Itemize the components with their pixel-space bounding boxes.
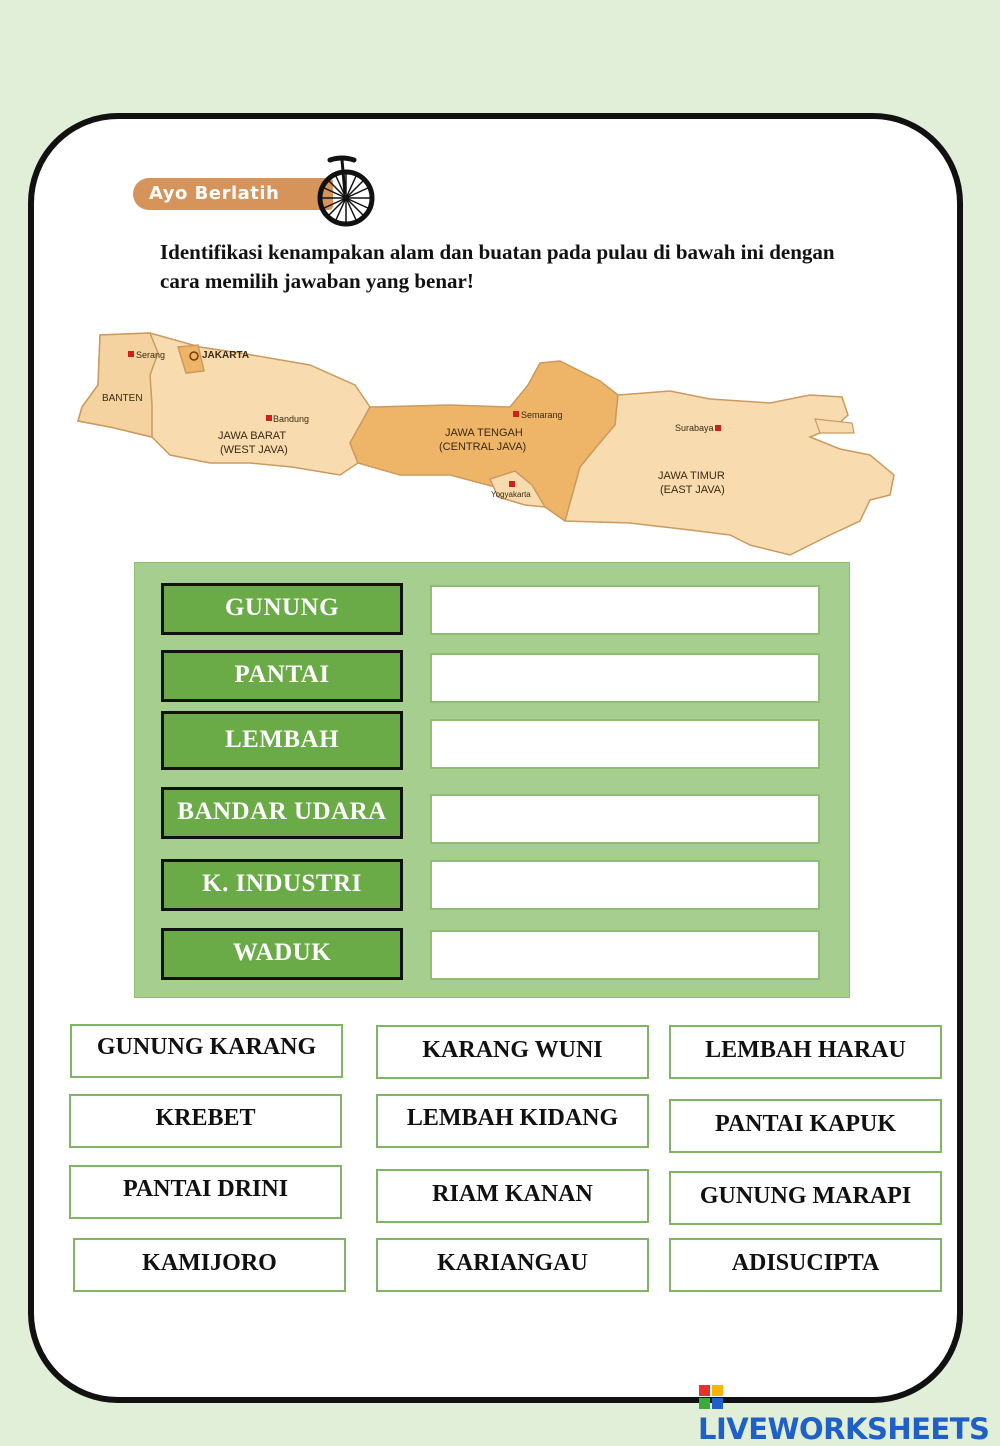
option-pantai-drini[interactable]: PANTAI DRINI: [69, 1165, 342, 1219]
label-central-java: (CENTRAL JAVA): [439, 441, 527, 453]
category-pantai: PANTAI: [161, 650, 403, 702]
unicycle-icon: [308, 154, 382, 228]
java-island-map: [70, 325, 900, 570]
label-bandung: Bandung: [273, 414, 310, 424]
label-east-java: (EAST JAVA): [660, 484, 725, 496]
label-west-java: (WEST JAVA): [220, 444, 288, 456]
drop-slot-pantai[interactable]: [430, 653, 820, 703]
label-banten: BANTEN: [102, 393, 143, 404]
label-yogyakarta: Yogyakarta: [491, 490, 531, 499]
drop-slot-lembah[interactable]: [430, 719, 820, 769]
option-karang-wuni[interactable]: KARANG WUNI: [376, 1025, 649, 1079]
option-krebet[interactable]: KREBET: [69, 1094, 342, 1148]
label-surabaya: Surabaya: [675, 423, 714, 433]
label-jawa-timur: JAWA TIMUR: [658, 470, 725, 482]
instruction-text: Identifikasi kenampakan alam dan buatan pada pulau di bawah ini dengan cara memilih jawaban yang benar!: [160, 240, 835, 293]
category-lembah: LEMBAH: [161, 711, 403, 770]
option-pantai-kapuk[interactable]: PANTAI KAPUK: [669, 1099, 942, 1153]
label-jawa-barat: JAWA BARAT: [218, 430, 287, 442]
drop-slot-gunung[interactable]: [430, 585, 820, 635]
drop-slot-bandar-udara[interactable]: [430, 794, 820, 844]
option-kariangau[interactable]: KARIANGAU: [376, 1238, 649, 1292]
logo-blocks-icon: [698, 1384, 724, 1410]
logo-text: LIVEWORKSHEETS: [698, 1412, 990, 1446]
category-gunung: GUNUNG: [161, 583, 403, 635]
option-riam-kanan[interactable]: RIAM KANAN: [376, 1169, 649, 1223]
region-banten: [78, 333, 158, 437]
category-waduk: WADUK: [161, 928, 403, 980]
label-jawa-tengah: JAWA TENGAH: [445, 427, 523, 439]
option-kamijoro[interactable]: KAMIJORO: [73, 1238, 346, 1292]
category-k-industri: K. INDUSTRI: [161, 859, 403, 911]
liveworksheets-logo: [698, 1378, 1000, 1446]
ayo-berlatih-badge: Ayo Berlatih: [133, 178, 333, 210]
drop-slot-k-industri[interactable]: [430, 860, 820, 910]
drop-slot-waduk[interactable]: [430, 930, 820, 980]
category-bandar-udara: BANDAR UDARA: [161, 787, 403, 839]
label-semarang: Semarang: [521, 410, 563, 420]
option-lembah-kidang[interactable]: LEMBAH KIDANG: [376, 1094, 649, 1148]
option-adisucipta[interactable]: ADISUCIPTA: [669, 1238, 942, 1292]
option-gunung-marapi[interactable]: GUNUNG MARAPI: [669, 1171, 942, 1225]
option-lembah-harau[interactable]: LEMBAH HARAU: [669, 1025, 942, 1079]
option-gunung-karang[interactable]: GUNUNG KARANG: [70, 1024, 343, 1078]
label-jakarta: JAKARTA: [202, 350, 250, 361]
label-serang: Serang: [136, 350, 166, 360]
